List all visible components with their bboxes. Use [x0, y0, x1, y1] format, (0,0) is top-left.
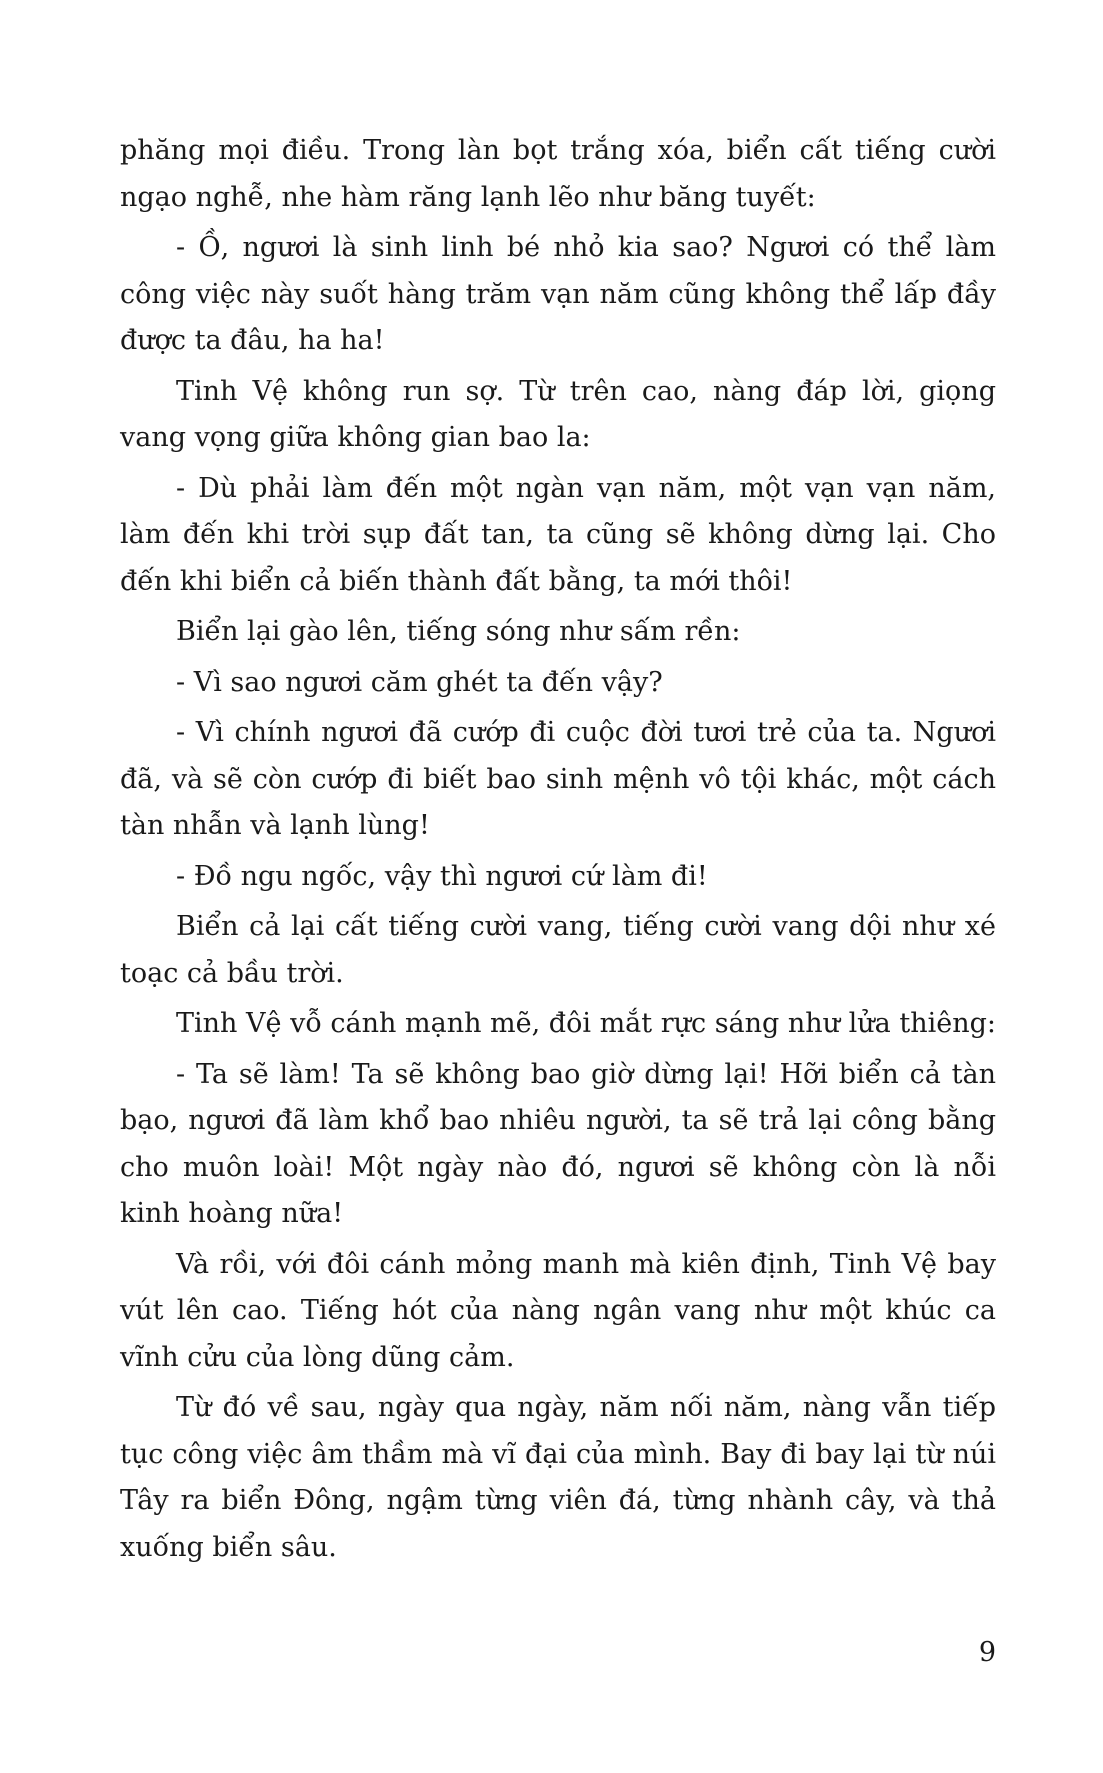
paragraph: - Vì chính ngươi đã cướp đi cuộc đời tươi trẻ của ta. Ngươi đã, và sẽ còn cướp đi biết bao sinh mệnh vô tội khác, một cách tàn nhẫn và lạnh lùng!: [120, 717, 996, 841]
paragraph: - Đồ ngu ngốc, vậy thì ngươi cứ làm đi!: [176, 860, 708, 892]
body-text: [120, 128, 996, 1575]
page-number: 9: [978, 1637, 996, 1668]
paragraph: Và rồi, với đôi cánh mỏng manh mà kiên định, Tinh Vệ bay vút lên cao. Tiếng hót của nàng ngân vang như một khúc ca vĩnh cửu của lòng dũng cảm.: [120, 1248, 996, 1373]
paragraph: Biển lại gào lên, tiếng sóng như sấm rền:: [176, 616, 741, 647]
paragraph: Biển cả lại cất tiếng cười vang, tiếng cười vang dội như xé toạc cả bầu trời.: [120, 911, 996, 989]
paragraph: Tinh Vệ vỗ cánh mạnh mẽ, đôi mắt rực sáng như lửa thiêng:: [176, 1008, 996, 1039]
paragraph: phăng mọi điều. Trong làn bọt trắng xóa, biển cất tiếng cười ngạo nghễ, nhe hàm răng lạnh lẽo như băng tuyết:: [120, 135, 996, 213]
paragraph: - Ta sẽ làm! Ta sẽ không bao giờ dừng lại! Hỡi biển cả tàn bạo, ngươi đã làm khổ bao nhiêu người, ta sẽ trả lại công bằng cho muôn loài! Một ngày nào đó, ngươi sẽ không còn là nỗi kinh hoàng nữa!: [120, 1058, 996, 1229]
paragraph: - Dù phải làm đến một ngàn vạn năm, một vạn vạn năm, làm đến khi trời sụp đất tan, ta cũng sẽ không dừng lại. Cho đến khi biển cả biến thành đất bằng, ta mới thôi!: [120, 472, 996, 597]
paragraph: Tinh Vệ không run sợ. Từ trên cao, nàng đáp lời, giọng vang vọng giữa không gian bao la:: [120, 375, 996, 453]
paragraph: Từ đó về sau, ngày qua ngày, năm nối năm, nàng vẫn tiếp tục công việc âm thầm mà vĩ đại của mình. Bay đi bay lại từ núi Tây ra biển Đông, ngậm từng viên đá, từng nhành cây, và thả xuống biển sâu.: [120, 1392, 996, 1563]
paragraph: - Ồ, ngươi là sinh linh bé nhỏ kia sao? Ngươi có thể làm công việc này suốt hàng trăm vạn năm cũng không thể lấp đầy được ta đâu, ha ha!: [120, 232, 996, 356]
paragraph: - Vì sao ngươi căm ghét ta đến vậy?: [176, 666, 663, 698]
